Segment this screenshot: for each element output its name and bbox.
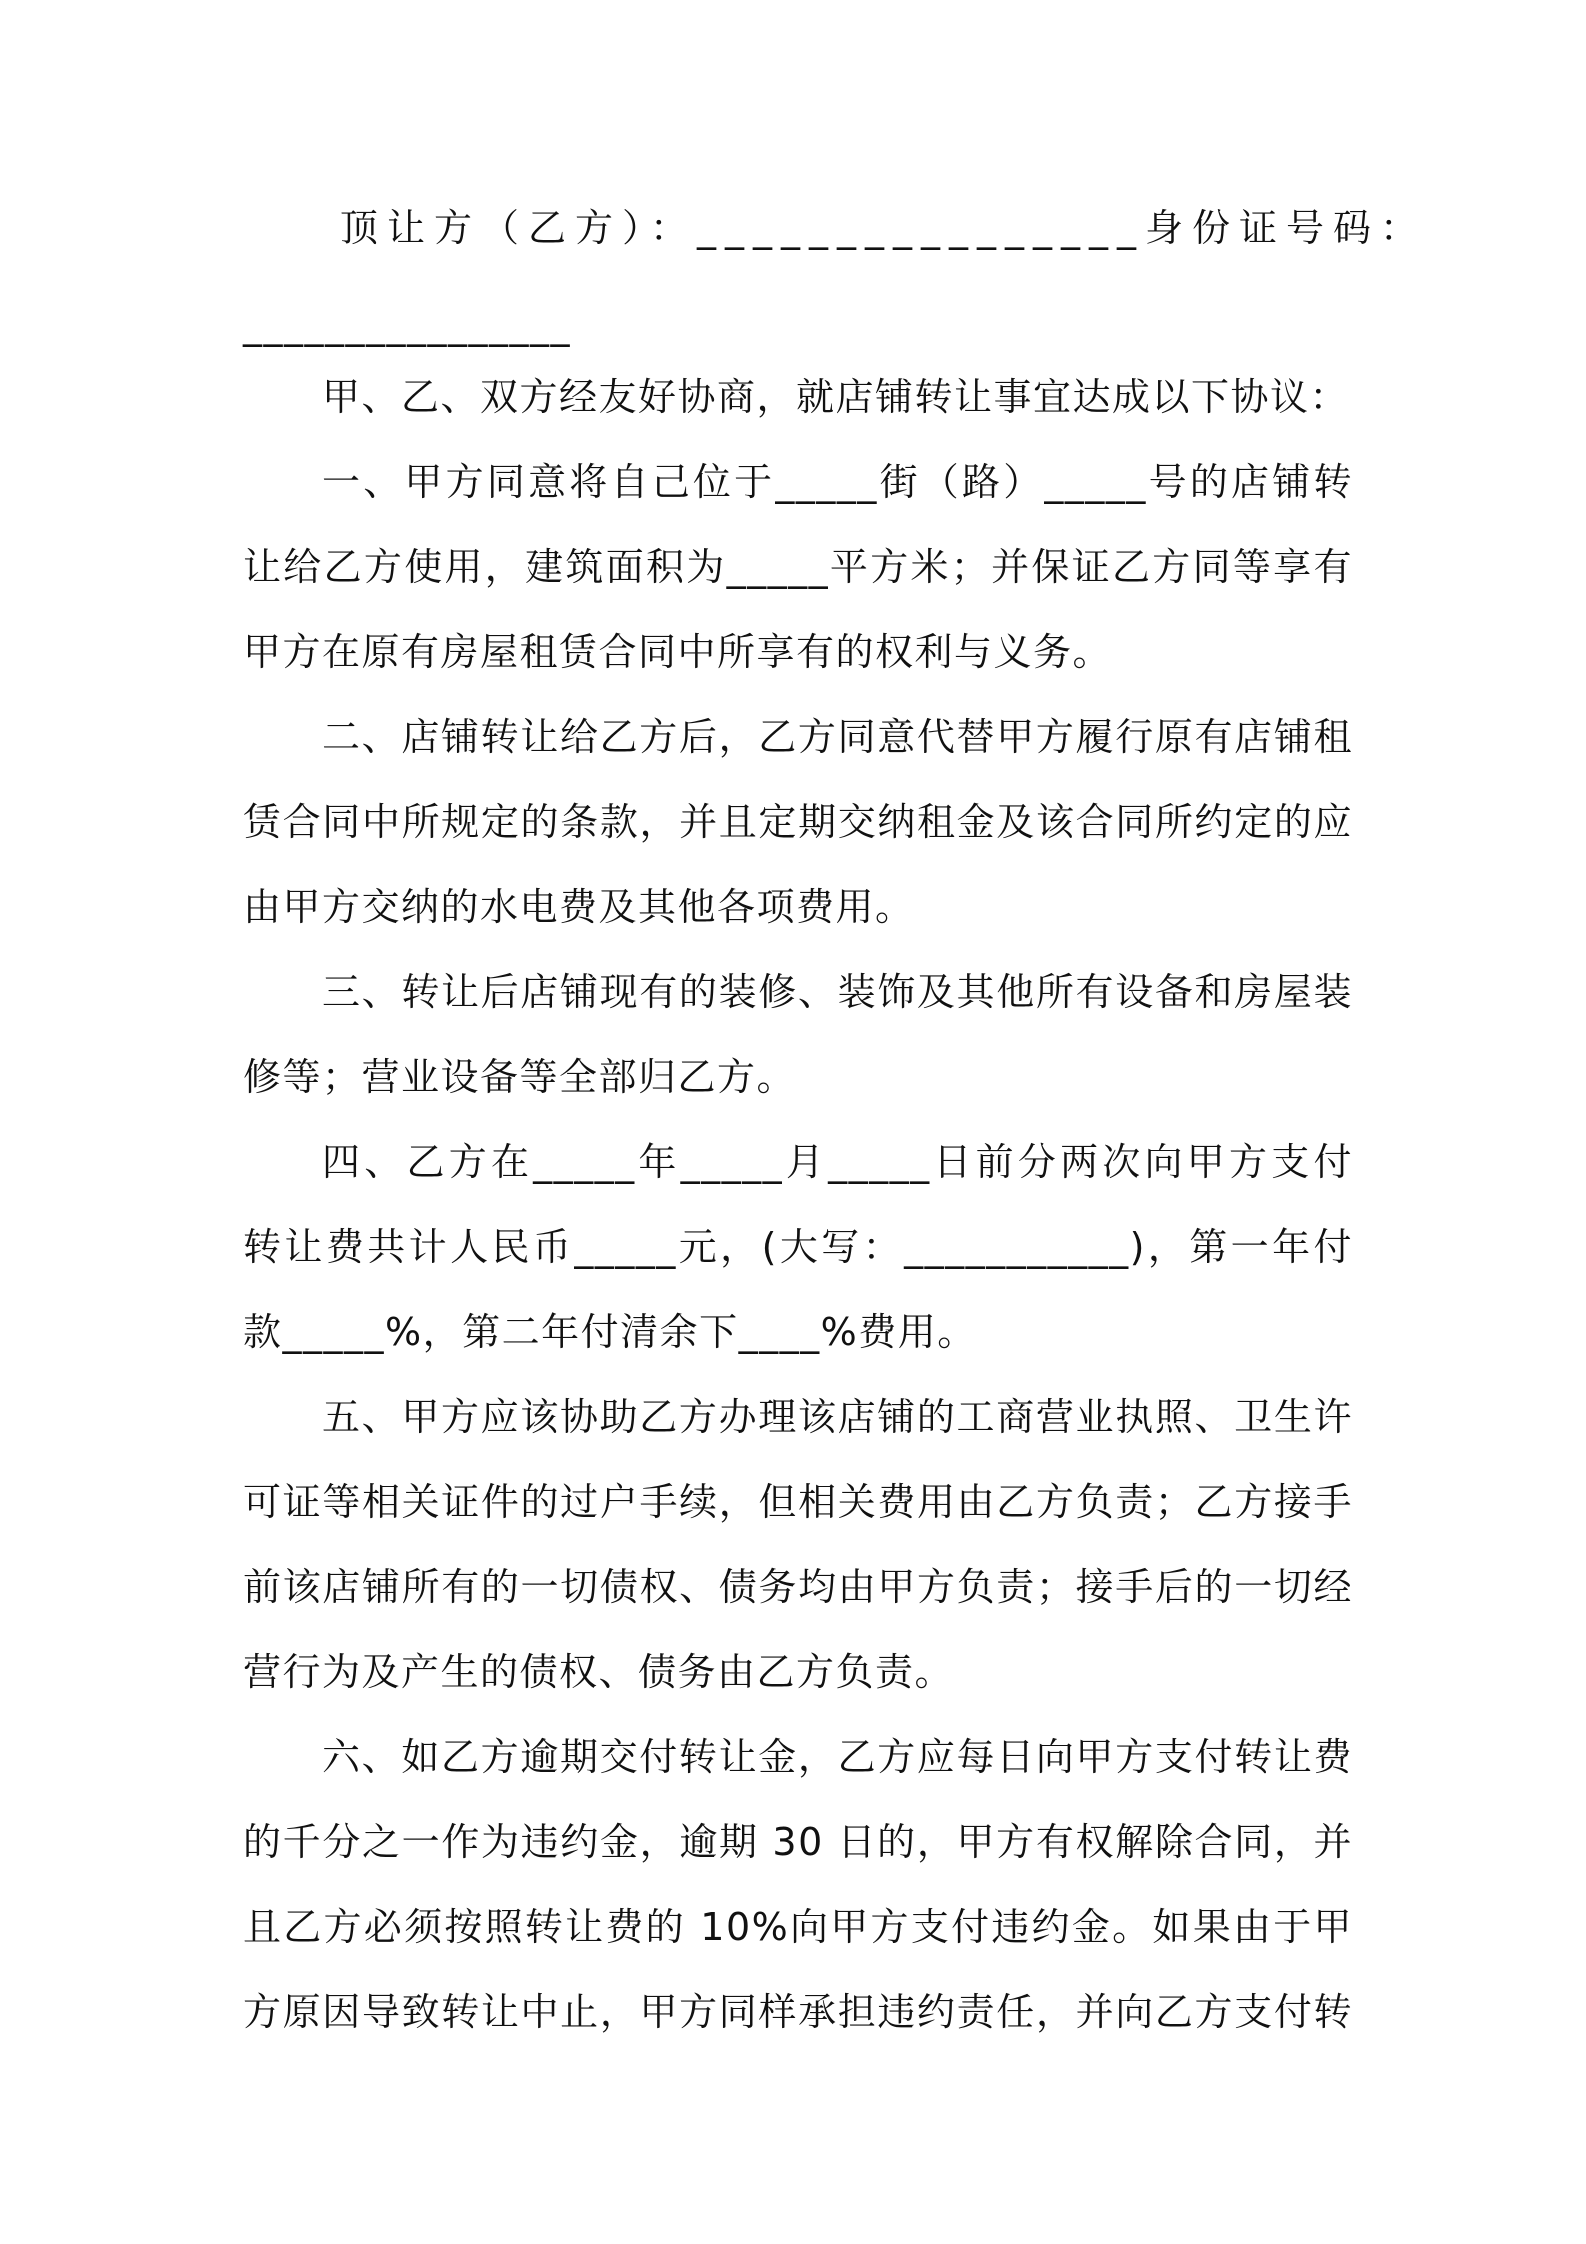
clause-2-line-3: 由甲方交纳的水电费及其他各项费用。 bbox=[243, 885, 915, 929]
clause-6-line-2: 的千分之一作为违约金，逾期 30 日的，甲方有权解除合同，并 bbox=[243, 1820, 1353, 1864]
header-id-number-blank: ________________ bbox=[243, 303, 571, 347]
clause-5-line-3: 前该店铺所有的一切债权、债务均由甲方负责；接手后的一切经 bbox=[243, 1565, 1353, 1609]
clause-1-line-2: 让给乙方使用，建筑面积为_____平方米；并保证乙方同等享有 bbox=[243, 545, 1353, 589]
clause-6-line-3: 且乙方必须按照转让费的 10%向甲方支付违约金。如果由于甲 bbox=[243, 1905, 1353, 1949]
clause-5-line-4: 营行为及产生的债权、债务由乙方负责。 bbox=[243, 1650, 955, 1694]
clause-2-line-2: 赁合同中所规定的条款，并且定期交纳租金及该合同所约定的应 bbox=[243, 800, 1353, 844]
clause-6-line-4: 方原因导致转让中止，甲方同样承担违约责任，并向乙方支付转 bbox=[243, 1990, 1353, 2034]
clause-5-line-1: 五、甲方应该协助乙方办理该店铺的工商营业执照、卫生许 bbox=[322, 1395, 1353, 1439]
clause-3-line-2: 修等；营业设备等全部归乙方。 bbox=[243, 1055, 797, 1099]
clause-1-line-3: 甲方在原有房屋租赁合同中所享有的权利与义务。 bbox=[243, 630, 1113, 674]
intro-paragraph: 甲、乙、双方经友好协商，就店铺转让事宜达成以下协议： bbox=[322, 375, 1350, 419]
clause-4-line-2: 转让费共计人民币_____元，(大写：___________)，第一年付 bbox=[243, 1225, 1353, 1269]
clause-5-line-2: 可证等相关证件的过户手续，但相关费用由乙方负责；乙方接手 bbox=[243, 1480, 1353, 1524]
clause-1-line-1: 一、甲方同意将自己位于_____街（路）_____号的店铺转 bbox=[322, 460, 1353, 504]
clause-2-line-1: 二、店铺转让给乙方后，乙方同意代替甲方履行原有店铺租 bbox=[322, 715, 1353, 759]
clause-6-line-1: 六、如乙方逾期交付转让金，乙方应每日向甲方支付转让费 bbox=[322, 1735, 1353, 1779]
clause-4-line-1: 四、乙方在_____年_____月_____日前分两次向甲方支付 bbox=[322, 1140, 1353, 1184]
header-party-b-line: 顶让方（乙方）：________________身份证号码： bbox=[340, 206, 1428, 250]
clause-3-line-1: 三、转让后店铺现有的装修、装饰及其他所有设备和房屋装 bbox=[322, 970, 1353, 1014]
clause-4-line-3: 款_____%，第二年付清余下____%费用。 bbox=[243, 1310, 977, 1354]
